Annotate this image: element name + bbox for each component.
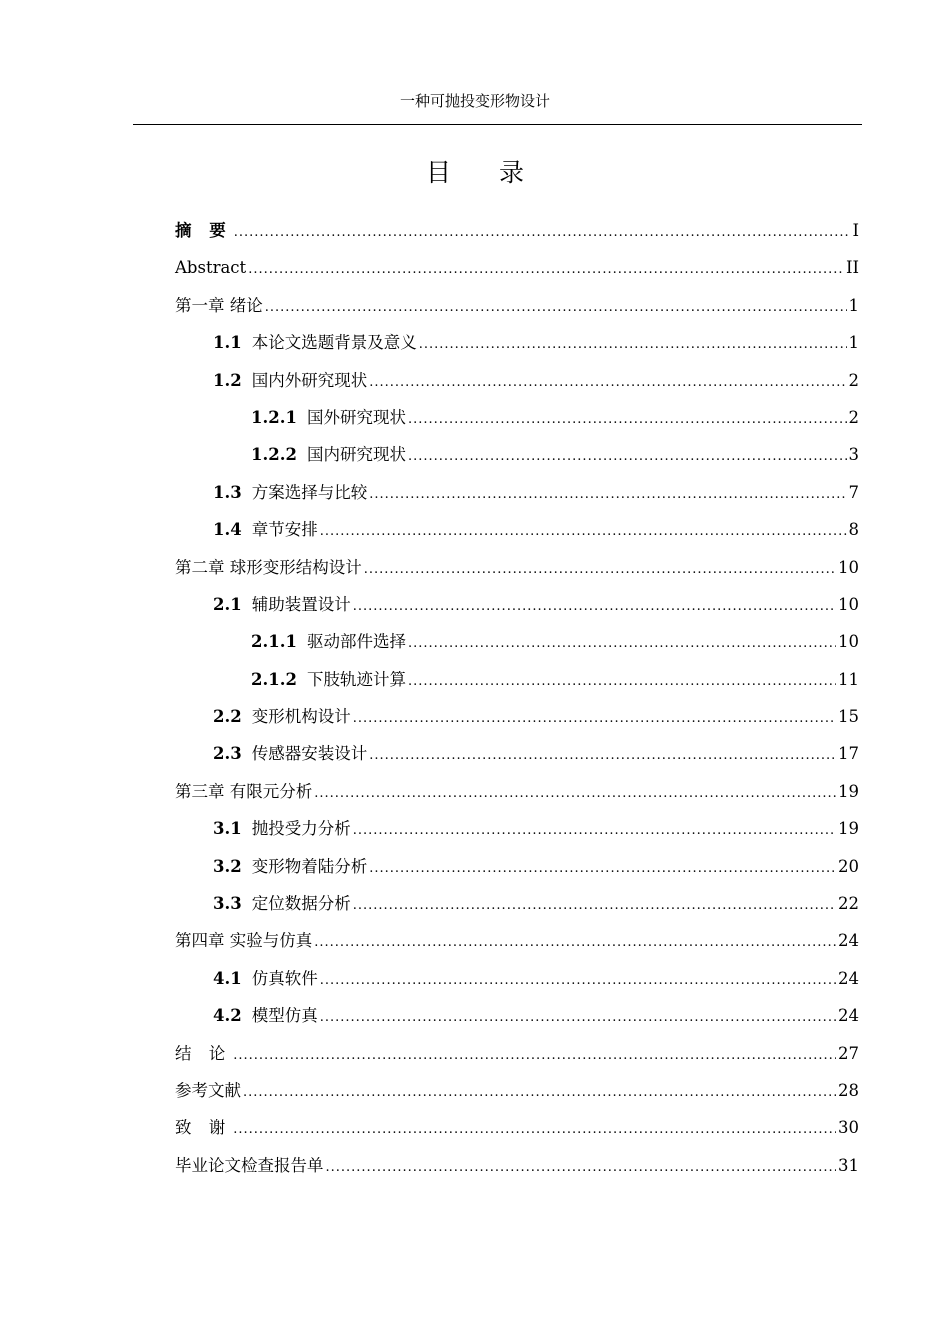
toc-entry-acknowledgements[interactable] [175, 1109, 859, 1146]
toc-entry-page: 7 [848, 482, 859, 502]
toc-entry-number: 3.1 [213, 819, 242, 839]
toc-entry-page: 10 [838, 594, 859, 614]
toc-entry-1-4[interactable] [175, 511, 859, 548]
toc-entry-page: 22 [838, 894, 859, 914]
toc-entry-2-3[interactable] [175, 735, 859, 772]
toc-entry-number: 1.2.1 [251, 407, 297, 427]
toc-leader [233, 1037, 836, 1074]
toc-entry-page: 8 [848, 520, 859, 540]
toc-entry-page: 24 [838, 1006, 859, 1026]
toc-entry-text: 抛投受力分析 [251, 819, 351, 839]
toc-entry-page: 28 [838, 1080, 859, 1100]
toc-entry-page: 19 [838, 819, 859, 839]
toc-entry-1-2[interactable] [175, 362, 859, 399]
toc-entry-number: 1.2 [213, 370, 242, 390]
toc-leader [320, 999, 836, 1036]
toc-entry-abstract-cn[interactable] [175, 212, 859, 249]
toc-entry-page: 1 [848, 333, 859, 353]
toc-leader [233, 1111, 836, 1148]
toc-entry-page: 11 [838, 669, 859, 689]
toc-entry-3-1[interactable] [175, 810, 859, 847]
toc-entry-text: 第四章 实验与仿真 [175, 931, 313, 951]
toc-list [175, 212, 859, 1184]
toc-title [0, 156, 950, 190]
toc-entry-3-2[interactable] [175, 848, 859, 885]
toc-entry-page: 24 [838, 931, 859, 951]
toc-title-part2: 录 [499, 158, 525, 187]
toc-entry-text: 第三章 有限元分析 [175, 781, 313, 801]
toc-entry-text: 下肢轨迹计算 [306, 669, 406, 689]
running-header: 一种可抛投变形物设计 [399, 92, 550, 110]
toc-leader [369, 476, 846, 513]
toc-entry-text: 国内研究现状 [306, 445, 406, 465]
toc-entry-page: 2 [848, 370, 859, 390]
toc-entry-text: 致 谢 [175, 1118, 232, 1138]
toc-title-part1: 目 [425, 158, 451, 187]
toc-entry-page: 1 [848, 295, 859, 315]
toc-entry-number: 2.3 [213, 744, 242, 764]
toc-entry-text: 定位数据分析 [251, 894, 351, 914]
toc-entry-2-1-2[interactable] [175, 661, 859, 698]
toc-entry-text: 毕业论文检查报告单 [175, 1155, 324, 1175]
toc-entry-chapter-1[interactable] [175, 287, 859, 324]
toc-entry-text: 国外研究现状 [306, 407, 406, 427]
toc-entry-4-1[interactable] [175, 960, 859, 997]
toc-entry-conclusion[interactable] [175, 1035, 859, 1072]
toc-entry-page: 19 [838, 781, 859, 801]
toc-leader [353, 588, 836, 625]
toc-entry-4-2[interactable] [175, 997, 859, 1034]
toc-leader [364, 551, 836, 588]
toc-leader [243, 1074, 836, 1111]
toc-entry-text: 变形机构设计 [251, 707, 351, 727]
toc-entry-page: 17 [838, 744, 859, 764]
toc-entry-text: 驱动部件选择 [306, 632, 406, 652]
toc-leader [369, 364, 846, 401]
toc-leader [353, 812, 836, 849]
toc-leader [419, 326, 847, 363]
toc-entry-text: 参考文献 [175, 1080, 241, 1100]
toc-entry-number: 2.1.2 [251, 669, 297, 689]
toc-entry-2-2[interactable] [175, 698, 859, 735]
toc-entry-number: 2.1.1 [251, 632, 297, 652]
header-rule [133, 124, 862, 125]
toc-leader [369, 850, 836, 887]
toc-entry-text: 传感器安装设计 [251, 744, 368, 764]
toc-entry-number: 3.3 [213, 894, 242, 914]
toc-entry-number: 1.2.2 [251, 445, 297, 465]
toc-entry-page: 10 [838, 557, 859, 577]
toc-entry-number: 1.4 [213, 520, 242, 540]
toc-leader [265, 289, 847, 326]
toc-entry-number: 4.1 [213, 968, 242, 988]
toc-entry-text: Abstract [175, 258, 247, 278]
toc-entry-page: 24 [838, 968, 859, 988]
toc-leader [408, 401, 847, 438]
toc-entry-page: 10 [838, 632, 859, 652]
toc-entry-number: 2.1 [213, 594, 242, 614]
toc-entry-references[interactable] [175, 1072, 859, 1109]
toc-entry-page: 30 [838, 1118, 859, 1138]
toc-entry-chapter-2[interactable] [175, 549, 859, 586]
toc-leader [353, 700, 836, 737]
toc-entry-3-3[interactable] [175, 885, 859, 922]
toc-entry-text: 方案选择与比较 [251, 482, 368, 502]
toc-leader [314, 775, 836, 812]
toc-leader [248, 251, 844, 288]
toc-entry-abstract-en[interactable] [175, 249, 859, 286]
toc-leader [320, 962, 836, 999]
toc-entry-2-1-1[interactable] [175, 623, 859, 660]
toc-entry-chapter-4[interactable] [175, 922, 859, 959]
toc-entry-text: 结 论 [175, 1043, 232, 1063]
toc-leader [408, 625, 836, 662]
toc-entry-text: 变形物着陆分析 [251, 856, 368, 876]
toc-entry-page: 2 [848, 407, 859, 427]
toc-leader [326, 1149, 837, 1186]
toc-entry-page: 3 [848, 445, 859, 465]
toc-leader [369, 737, 836, 774]
toc-entry-number: 2.2 [213, 707, 242, 727]
toc-leader [408, 438, 847, 475]
toc-leader [234, 214, 851, 251]
toc-entry-text: 本论文选题背景及意义 [251, 333, 417, 353]
toc-entry-1-2-1[interactable] [175, 399, 859, 436]
toc-leader [320, 513, 847, 550]
toc-entry-text: 国内外研究现状 [251, 370, 368, 390]
toc-entry-text: 辅助装置设计 [251, 594, 351, 614]
toc-entry-1-2-2[interactable] [175, 436, 859, 473]
toc-entry-number: 4.2 [213, 1006, 242, 1026]
toc-leader [408, 663, 836, 700]
toc-leader [353, 887, 836, 924]
toc-entry-number: 3.2 [213, 856, 242, 876]
toc-entry-1-3[interactable] [175, 474, 859, 511]
toc-entry-page: 27 [838, 1043, 859, 1063]
toc-entry-1-1[interactable] [175, 324, 859, 361]
toc-entry-number: 1.1 [213, 333, 242, 353]
toc-entry-text: 章节安排 [251, 520, 318, 540]
toc-entry-2-1[interactable] [175, 586, 859, 623]
toc-entry-chapter-3[interactable] [175, 773, 859, 810]
toc-entry-page: 15 [838, 707, 859, 727]
toc-entry-number: 1.3 [213, 482, 242, 502]
toc-entry-page: 20 [838, 856, 859, 876]
toc-entry-text: 仿真软件 [251, 968, 318, 988]
toc-leader [314, 924, 836, 961]
toc-entry-page: 31 [838, 1155, 859, 1175]
toc-entry-check-report[interactable] [175, 1147, 859, 1184]
toc-entry-page: I [852, 221, 859, 240]
toc-entry-page: II [845, 258, 859, 278]
toc-entry-text: 摘 要 [175, 221, 232, 240]
toc-entry-text: 模型仿真 [251, 1006, 318, 1026]
toc-entry-text: 第二章 球形变形结构设计 [175, 557, 362, 577]
toc-entry-text: 第一章 绪论 [175, 295, 263, 315]
